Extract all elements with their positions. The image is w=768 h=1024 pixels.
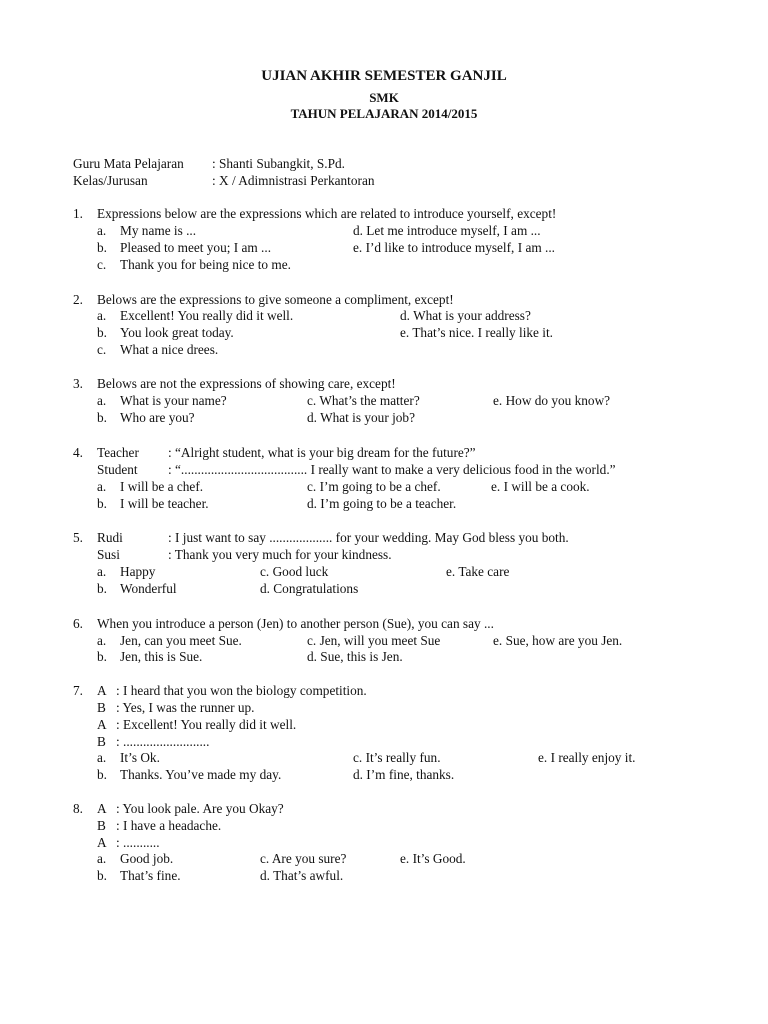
option-a: I will be a chef. — [120, 479, 204, 494]
option-c: c. Are you sure? — [260, 851, 347, 866]
option-d: d. Sue, this is Jen. — [307, 649, 403, 664]
option-e-text: How do you know? — [505, 393, 611, 408]
dialog-speaker: A — [97, 717, 107, 732]
option-b-letter: b. — [97, 496, 107, 511]
option-b: Wonderful — [120, 581, 177, 596]
option-c-text: Jen, will you meet Sue — [319, 633, 441, 648]
speaker-rudi: Rudi — [97, 530, 123, 545]
option-b: That’s fine. — [120, 868, 181, 883]
option-c: What a nice drees. — [120, 342, 219, 357]
option-b: I will be teacher. — [120, 496, 209, 511]
question-stem: Belows are not the expressions of showing care, except! — [97, 376, 396, 391]
option-a: Happy — [120, 564, 156, 579]
option-c-text: I’m going to be a chef. — [319, 479, 441, 494]
option-a-letter: a. — [97, 308, 107, 323]
option-d-text: What is your job? — [320, 410, 415, 425]
class-row — [0, 172, 768, 189]
dialog-speaker: B — [97, 818, 106, 833]
option-e-text: That’s nice. I really like it. — [412, 325, 553, 340]
option-c-text: It’s really fun. — [365, 750, 441, 765]
option-b: You look great today. — [120, 325, 234, 340]
option-d: d. What is your job? — [307, 410, 415, 425]
option-c: c. Jen, will you meet Sue — [307, 633, 441, 648]
class-label: Kelas/Jurusan — [73, 173, 148, 188]
option-d: d. Let me introduce myself, I am ... — [353, 223, 541, 238]
option-e: e. Sue, how are you Jen. — [493, 633, 623, 648]
dialog-speaker: B — [97, 700, 106, 715]
option-a: Excellent! You really did it well. — [120, 308, 294, 323]
option-a-letter: a. — [97, 564, 107, 579]
question-number: 7. — [73, 683, 83, 698]
dialog-speaker: A — [97, 801, 107, 816]
option-a-letter: a. — [97, 851, 107, 866]
option-d-text: That’s awful. — [273, 868, 344, 883]
dialog-line: : “...................................... I really want to make a very delicious food in the world.” — [168, 462, 616, 477]
question-number: 5. — [73, 530, 83, 545]
option-e-text: I really enjoy it. — [550, 750, 636, 765]
exam-title: UJIAN AKHIR SEMESTER GANJIL — [261, 68, 507, 84]
option-b-letter: b. — [97, 649, 107, 664]
option-a-letter: a. — [97, 223, 107, 238]
dialog-line: : .......................... — [116, 734, 210, 749]
option-d-text: Let me introduce myself, I am ... — [366, 223, 541, 238]
option-a-letter: a. — [97, 479, 107, 494]
option-d-text: Congratulations — [273, 581, 359, 596]
option-e: e. How do you know? — [493, 393, 611, 408]
option-d: d. Congratulations — [260, 581, 359, 596]
dialog-line: : ........... — [116, 835, 160, 850]
option-d-text: I’m fine, thanks. — [366, 767, 455, 782]
school-year: TAHUN PELAJARAN 2014/2015 — [290, 106, 478, 121]
option-b-letter: b. — [97, 868, 107, 883]
class-value: : X / Adimnistrasi Perkantoran — [212, 173, 375, 188]
dialog-line: : Thank you very much for your kindness. — [168, 547, 392, 562]
question-number: 1. — [73, 206, 83, 221]
option-e: e. I really enjoy it. — [538, 750, 636, 765]
option-c: c. It’s really fun. — [353, 750, 441, 765]
option-c: Thank you for being nice to me. — [120, 257, 291, 272]
option-c: c. Good luck — [260, 564, 329, 579]
option-e: e. That’s nice. I really like it. — [400, 325, 553, 340]
option-b: Thanks. You’ve made my day. — [120, 767, 282, 782]
option-e: e. Take care — [446, 564, 510, 579]
teacher-value: : Shanti Subangkit, S.Pd. — [212, 156, 345, 171]
dialog-line: : Yes, I was the runner up. — [116, 700, 255, 715]
question-number: 8. — [73, 801, 83, 816]
option-e-text: It’s Good. — [412, 851, 466, 866]
dialog-line: : I have a headache. — [116, 818, 222, 833]
option-e-text: I’d like to introduce myself, I am ... — [365, 240, 555, 255]
question-number: 2. — [73, 292, 83, 307]
question-stem: Expressions below are the expressions which are related to introduce yourself, except! — [97, 206, 557, 221]
option-a: What is your name? — [120, 393, 227, 408]
option-a: Jen, can you meet Sue. — [120, 633, 242, 648]
dialog-speaker: A — [97, 683, 107, 698]
option-e-text: Sue, how are you Jen. — [505, 633, 623, 648]
option-e-text: Take care — [458, 564, 510, 579]
option-d: d. What is your address? — [400, 308, 531, 323]
speaker-student: Student — [97, 462, 138, 477]
dialog-speaker: A — [97, 835, 107, 850]
teacher-label: Guru Mata Pelajaran — [73, 156, 184, 171]
option-a: Good job. — [120, 851, 174, 866]
option-d: d. I’m fine, thanks. — [353, 767, 455, 782]
option-b: Jen, this is Sue. — [120, 649, 203, 664]
option-c: c. What’s the matter? — [307, 393, 420, 408]
option-d: d. I’m going to be a teacher. — [307, 496, 457, 511]
speaker-susi: Susi — [97, 547, 120, 562]
option-b-letter: b. — [97, 581, 107, 596]
question-stem: Belows are the expressions to give someone a compliment, except! — [97, 292, 454, 307]
option-d-text: I’m going to be a teacher. — [320, 496, 457, 511]
option-e: e. It’s Good. — [400, 851, 466, 866]
option-a: It’s Ok. — [120, 750, 160, 765]
option-a: My name is ... — [120, 223, 197, 238]
option-c-letter: c. — [97, 257, 107, 272]
dialog-line: : I heard that you won the biology competition. — [116, 683, 367, 698]
option-a-letter: a. — [97, 393, 107, 408]
question-stem: When you introduce a person (Jen) to another person (Sue), you can say ... — [97, 616, 494, 631]
option-c-letter: c. — [97, 342, 107, 357]
option-b-letter: b. — [97, 240, 107, 255]
speaker-teacher: Teacher — [97, 445, 139, 460]
option-e: e. I’d like to introduce myself, I am ... — [353, 240, 555, 255]
option-e-text: I will be a cook. — [503, 479, 590, 494]
question-number: 6. — [73, 616, 83, 631]
dialog-line: : Excellent! You really did it well. — [116, 717, 297, 732]
option-c-text: Are you sure? — [271, 851, 347, 866]
dialog-line: : I just want to say ................... for your wedding. May God bless you both. — [168, 530, 569, 545]
option-d-text: Sue, this is Jen. — [320, 649, 403, 664]
option-b-letter: b. — [97, 410, 107, 425]
option-a-letter: a. — [97, 750, 107, 765]
option-b: Pleased to meet you; I am ... — [120, 240, 272, 255]
question-number: 4. — [73, 445, 83, 460]
dialog-speaker: B — [97, 734, 106, 749]
option-d: d. That’s awful. — [260, 868, 344, 883]
option-a-letter: a. — [97, 633, 107, 648]
dialog-line: : You look pale. Are you Okay? — [116, 801, 284, 816]
option-b-letter: b. — [97, 767, 107, 782]
teacher-row — [0, 155, 768, 172]
option-c-text: What’s the matter? — [319, 393, 420, 408]
option-c-text: Good luck — [272, 564, 329, 579]
option-e: e. I will be a cook. — [491, 479, 590, 494]
option-b-letter: b. — [97, 325, 107, 340]
school-name: SMK — [369, 90, 399, 105]
option-d-text: What is your address? — [413, 308, 531, 323]
option-b: Who are you? — [120, 410, 195, 425]
dialog-line: : “Alright student, what is your big dream for the future?” — [168, 445, 476, 460]
question-number: 3. — [73, 376, 83, 391]
option-c: c. I’m going to be a chef. — [307, 479, 441, 494]
